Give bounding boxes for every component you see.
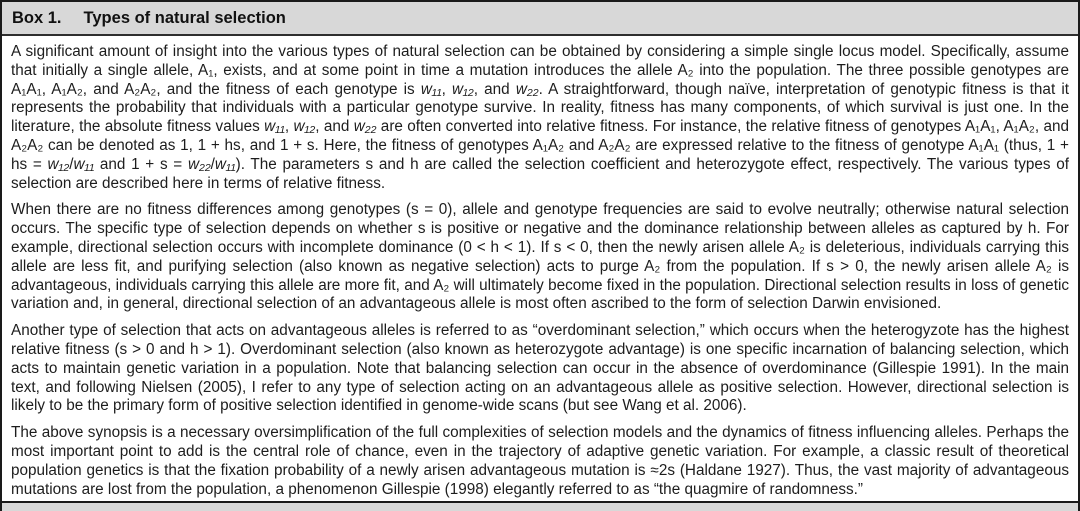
paragraph-1: A significant amount of insight into the various types of natural selection can be obtained by considering a simple single locus model. Specifically, assume that initially a single allele, A₁, exists, and at some point in time a mutation introduces the allele A₂ into the population. The three possible genotypes are A₁A₁, A₁A₂, and A₂A₂, and the fitness of each genotype is w₁₁, w₁₂, and w₂₂. A straightforward, though naïve, interpretation of genotypic fitness is that it represents the probability that individuals with a particular genotype survive. In reality, fitness has many components, of which survival is just one. In the literature, the absolute fitness values w₁₁, w₁₂, and w₂₂ are often converted into relative fitness. For instance, the relative fitness of genotypes A₁A₁, A₁A₂, and A₂A₂ can be denoted as 1, 1 + hs, and 1 + s. Here, the fitness of genotypes A₁A₂ and A₂A₂ are expressed relative to the fitness of genotype A₁A₁ (thus, 1 + hs = w₁₂/w₁₁ and 1 + s = w₂₂/w₁₁). The parameters s and h are called the selection coefficient and heterozygote effect, respectively. The various types of selection are described here in terms of relative fitness. xyxy=(11,43,1070,192)
paragraph-4: The above synopsis is a necessary oversimplification of the full complexities of selection models and the dynamics of fitness influencing alleles. Perhaps the most important point to add is the central role of chance, even in the trajectory of adaptive genetic variation. For example, a classic result of theoretical population genetics is that the fixation probability of a newly arisen advantageous mutation is ≈2s (Haldane 1927). Thus, the vast majority of advantageous mutations are lost from the population, a phenomenon Gillespie (1998) elegantly referred to as “the quagmire of randomness.” xyxy=(11,424,1069,498)
box-content xyxy=(2,36,1078,499)
paragraph-2: When there are no fitness differences among genotypes (s = 0), allele and genotype frequencies are said to evolve neutrally; otherwise natural selection occurs. The specific type of selection depends on whether s is positive or negative and the dominance relationship between alleles as captured by h. For example, directional selection occurs with incomplete dominance (0 < h < 1). If s < 0, then the newly arisen allele A₂ is deleterious, individuals carrying this allele are less fit, and purifying selection (also known as negative selection) acts to purge A₂ from the population. If s > 0, the newly arisen allele A₂ is advantageous, individuals carrying this allele are more fit, and A₂ will ultimately become fixed in the population. Directional selection results in loss of genetic variation and, in general, directional selection of an advantageous allele is most often ascribed to the form of selection Darwin envisioned. xyxy=(11,201,1069,313)
paragraph-3: Another type of selection that acts on advantageous alleles is referred to as “overdominant selection,” which occurs when the heterogyzote has the highest relative fitness (s > 0 and h > 1). Overdominant selection (also known as heterozygote advantage) is one specific incarnation of balancing selection, which acts to maintain genetic variation in a population. Note that balancing selection can occur in the absence of overdominance (Gillespie 1991). In the main text, and following Nielsen (2005), I refer to any type of selection acting on an advantageous allele as positive selection. However, directional selection is likely to be the primary form of positive selection identified in genome-wide scans (but see Wang et al. 2006). xyxy=(11,322,1069,415)
box-header xyxy=(2,2,1078,36)
box-title: Types of natural selection xyxy=(83,8,286,27)
box-label: Box 1. xyxy=(12,8,62,27)
next-box-header-partial xyxy=(0,503,1080,511)
